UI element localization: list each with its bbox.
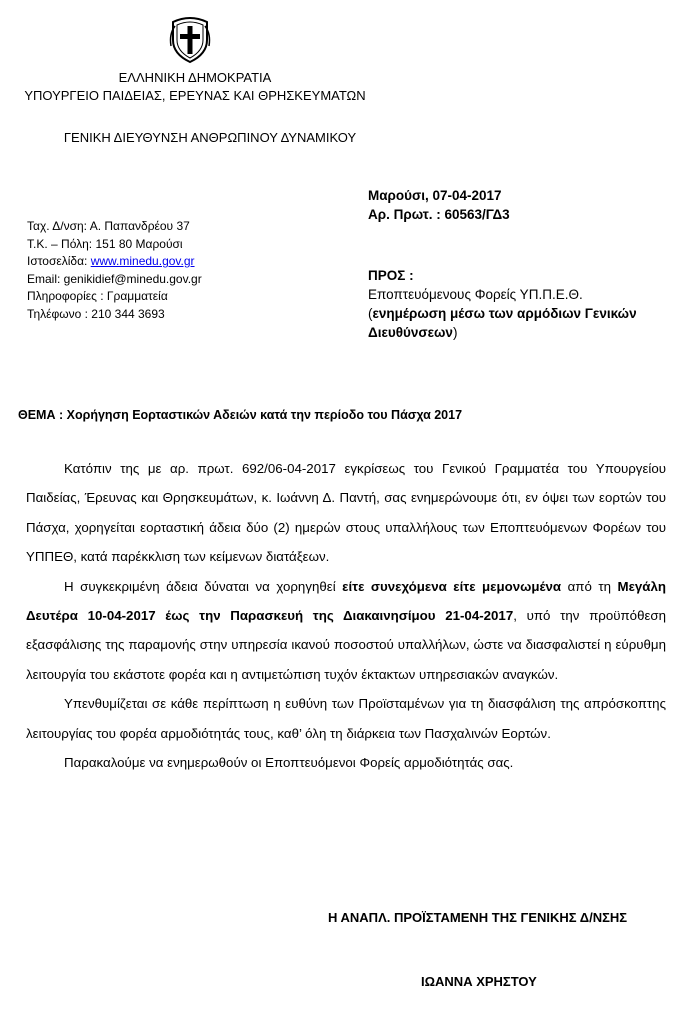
website-label: Ιστοσελίδα: bbox=[27, 254, 91, 268]
recipient-block bbox=[368, 266, 668, 342]
header-directorate: ΓΕΝΙΚΗ ΔΙΕΥΘΥΝΣΗ ΑΝΘΡΩΠΙΝΟΥ ΔΥΝΑΜΙΚΟΥ bbox=[63, 130, 357, 145]
header-ministry: ΥΠΟΥΡΓΕΙΟ ΠΑΙΔΕΙΑΣ, ΕΡΕΥΝΑΣ ΚΑΙ ΘΡΗΣΚΕΥΜΑΤΩΝ bbox=[24, 88, 366, 103]
recipient-line1: Εποπτευόμενους Φορείς ΥΠ.Π.Ε.Θ. bbox=[368, 287, 583, 302]
contact-address: Ταχ. Δ/νση: Α. Παπανδρέου 37 bbox=[27, 219, 190, 233]
paren-open: ( bbox=[368, 306, 373, 321]
contact-info: Πληροφορίες : Γραμματεία bbox=[27, 289, 168, 303]
p2-bold-d: Μεγάλη Δευτέρα 10-04-2017 έως την Παρασκευή της Διακαινησίμου 21-04-2017 bbox=[26, 578, 666, 624]
recipient-line3 bbox=[368, 323, 668, 342]
paren-close: ) bbox=[452, 325, 458, 340]
p2-bold-b: είτε συνεχόμενα είτε μεμονωμένα bbox=[342, 578, 562, 594]
subject-line: ΘΕΜΑ : Χορήγηση Εορταστικών Αδειών κατά την περίοδο του Πάσχα 2017 bbox=[18, 408, 463, 422]
paragraph-3: Υπενθυμίζεται σε κάθε περίπτωση η ευθύνη των Προϊσταμένων για τη διασφάλιση της απρόσκοπτης λειτουργίας του φορέα αρμοδιότητάς τους, καθ’ όλη τη διάρκεια των Πασχαλινών Εορτών. bbox=[26, 696, 666, 741]
contact-phone: Τηλέφωνο : 210 344 3693 bbox=[27, 306, 165, 321]
paragraph-4: Παρακαλούμε να ενημερωθούν οι Εποπτευόμενοι Φορείς αρμοδιότητάς σας. bbox=[64, 755, 514, 771]
recipient-label: ΠΡΟΣ : bbox=[368, 268, 414, 283]
p2-text-a: Η συγκεκριμένη άδεια δύναται να χορηγηθεί bbox=[64, 578, 343, 594]
paragraph-2 bbox=[26, 572, 666, 690]
contact-postal: Τ.Κ. – Πόλη: 151 80 Μαρούσι bbox=[27, 236, 183, 251]
signature-title: Η ΑΝΑΠΛ. ΠΡΟΪΣΤΑΜΕΝΗ ΤΗΣ ΓΕΝΙΚΗΣ Δ/ΝΣΗΣ bbox=[328, 910, 628, 925]
meta-block bbox=[368, 186, 510, 224]
contact-email: Email: genikidief@minedu.gov.gr bbox=[27, 271, 202, 286]
header-country: ΕΛΛΗΝΙΚΗ ΔΗΜΟΚΡΑΤΙΑ bbox=[118, 70, 272, 85]
recipient-line3-bold: Διευθύνσεων bbox=[368, 325, 453, 340]
greek-coat-of-arms-icon bbox=[167, 12, 213, 64]
signature-name: ΙΩΑΝΝΑ ΧΡΗΣΤΟΥ bbox=[421, 974, 537, 989]
p2-text-c: από τη bbox=[561, 578, 618, 594]
protocol-number: Αρ. Πρωτ. : 60563/ΓΔ3 bbox=[368, 207, 510, 222]
place-date: Μαρούσι, 07-04-2017 bbox=[368, 188, 502, 203]
recipient-line2 bbox=[368, 304, 668, 323]
letter-body bbox=[26, 454, 666, 777]
website-link[interactable]: www.minedu.gov.gr bbox=[90, 254, 195, 268]
contact-block bbox=[27, 218, 202, 323]
p2-text-e: , υπό την προϋπόθεση εξασφάλισης της παραμονής στην υπηρεσία ικανού ποσοστού υπαλλήλων, ώστε να διασφαλιστεί η εύρυθμη λειτουργία του εκάστοτε φορέα και η αντιμετώπιση τυχόν έκτακτων υπηρεσιακών αναγκών. bbox=[26, 608, 666, 682]
paragraph-1: Κατόπιν της με αρ. πρωτ. 692/06-04-2017 εγκρίσεως του Γενικού Γραμματέα του Υπουργείου Παιδείας, Έρευνας και Θρησκευμάτων, κ. Ιωάννη Δ. Παντή, σας ενημερώνουμε ότι, εν όψει των εορτών του Πάσχα, χορηγείται εορταστική άδεια δύο (2) ημερών στους υπαλλήλους των Εποπτευόμενων Φορέων του ΥΠΠΕΘ, κατά παρέκκλιση των κείμενων διατάξεων. bbox=[26, 461, 666, 565]
recipient-line2-bold: ενημέρωση μέσω των αρμόδιων Γενικών bbox=[372, 306, 637, 321]
contact-website bbox=[27, 253, 202, 271]
